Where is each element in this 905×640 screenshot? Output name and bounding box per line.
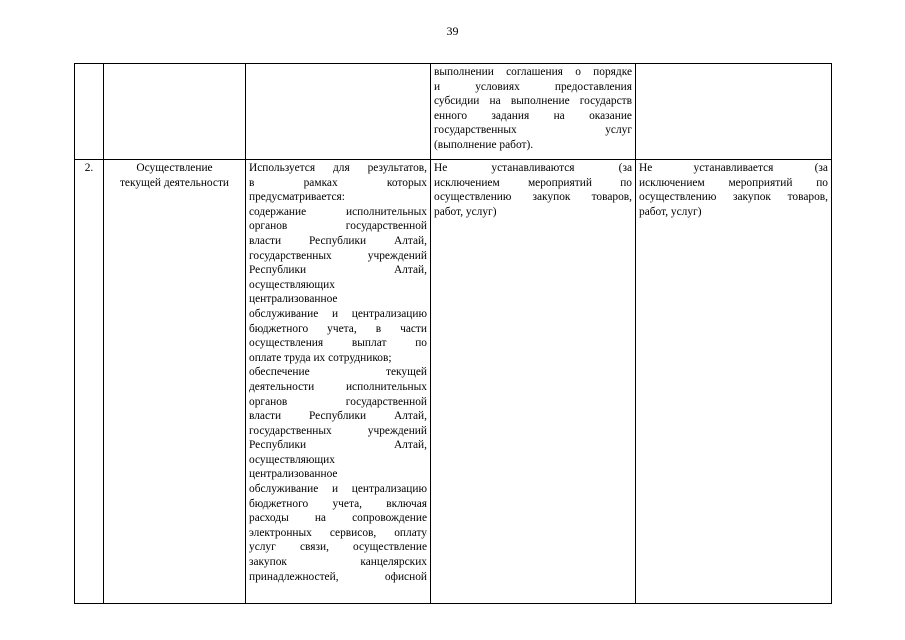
- text-line: обслуживание и централизацию: [249, 483, 427, 496]
- text-line: бюджетного учета, включая: [249, 497, 427, 510]
- text-line: и условиях предоставления: [434, 80, 632, 93]
- text-line: электронных сервисов, оплату: [249, 526, 427, 539]
- text-line: централизованное: [249, 468, 338, 481]
- text-line: закупок канцелярских: [249, 556, 427, 569]
- text-line: власти Республики Алтай,: [249, 234, 427, 247]
- text-line: органов государственной: [249, 220, 427, 233]
- row-number-cell: [75, 64, 104, 160]
- text-line: государственных учреждений: [249, 249, 427, 262]
- text-line: осуществлению закупок товаров,: [434, 191, 632, 204]
- row-number-cell: [75, 160, 104, 604]
- text-line: исключением мероприятий по: [639, 176, 828, 189]
- text-line: государственных учреждений: [249, 424, 427, 437]
- text-line: Не устанавливается (за: [639, 162, 828, 174]
- activity-name-line: Осуществление: [136, 162, 213, 174]
- text-line: (выполнение работ).: [434, 138, 534, 151]
- text-line: выполнении соглашения о порядке: [434, 66, 632, 78]
- text-line: централизованное: [249, 293, 338, 306]
- text-line: обслуживание и централизацию: [249, 307, 427, 320]
- text-line: Республики Алтай,: [249, 264, 427, 277]
- text-line: осуществления выплат по: [249, 337, 427, 350]
- text-line: Используется для результатов,: [249, 162, 427, 174]
- text-line: осуществлению закупок товаров,: [639, 191, 828, 204]
- text-line: бюджетного учета, в части: [249, 322, 427, 335]
- text-line: исключением мероприятий по: [434, 176, 632, 189]
- table-row: [75, 160, 832, 604]
- text-line: государственных услуг: [434, 124, 632, 137]
- text-line: в рамках которых: [249, 176, 427, 189]
- text-line: услуг связи, осуществление: [249, 541, 427, 554]
- text-line: предусматривается:: [249, 191, 345, 204]
- additional-requirements-cell: [636, 64, 832, 160]
- text-line: принадлежностей, офисной: [249, 570, 427, 583]
- usage-description-cell: [246, 64, 431, 160]
- activity-name-cell: [104, 160, 246, 604]
- requirements-cell: [431, 160, 636, 604]
- text-line: работ, услуг): [434, 205, 497, 218]
- text-line: осуществляющих: [249, 278, 335, 291]
- text-line: оплате труда их сотрудников;: [249, 351, 392, 364]
- text-line: осуществляющих: [249, 453, 335, 466]
- text-line: расходы на сопровождение: [249, 512, 427, 525]
- text-line: деятельности исполнительных: [249, 380, 427, 393]
- additional-requirements-cell: [636, 160, 832, 604]
- text-line: субсидии на выполнение государств: [434, 95, 632, 108]
- activity-name-cell: [104, 64, 246, 160]
- row-number: 2.: [84, 162, 94, 174]
- text-line: обеспечение текущей: [249, 366, 427, 379]
- text-line: органов государственной: [249, 395, 427, 408]
- document-table: [74, 63, 832, 604]
- text-line: Республики Алтай,: [249, 439, 427, 452]
- page-number: 39: [446, 24, 459, 38]
- usage-description-cell: [246, 160, 431, 604]
- text-line: власти Республики Алтай,: [249, 410, 427, 423]
- text-line: содержание исполнительных: [249, 205, 427, 218]
- table-row: [75, 64, 832, 160]
- text-line: работ, услуг): [639, 205, 702, 218]
- text-line: Не устанавливаются (за: [434, 162, 632, 174]
- text-line: енного задания на оказание: [434, 109, 632, 122]
- activity-name-line: текущей деятельности: [119, 176, 230, 189]
- requirements-cell: [431, 64, 636, 160]
